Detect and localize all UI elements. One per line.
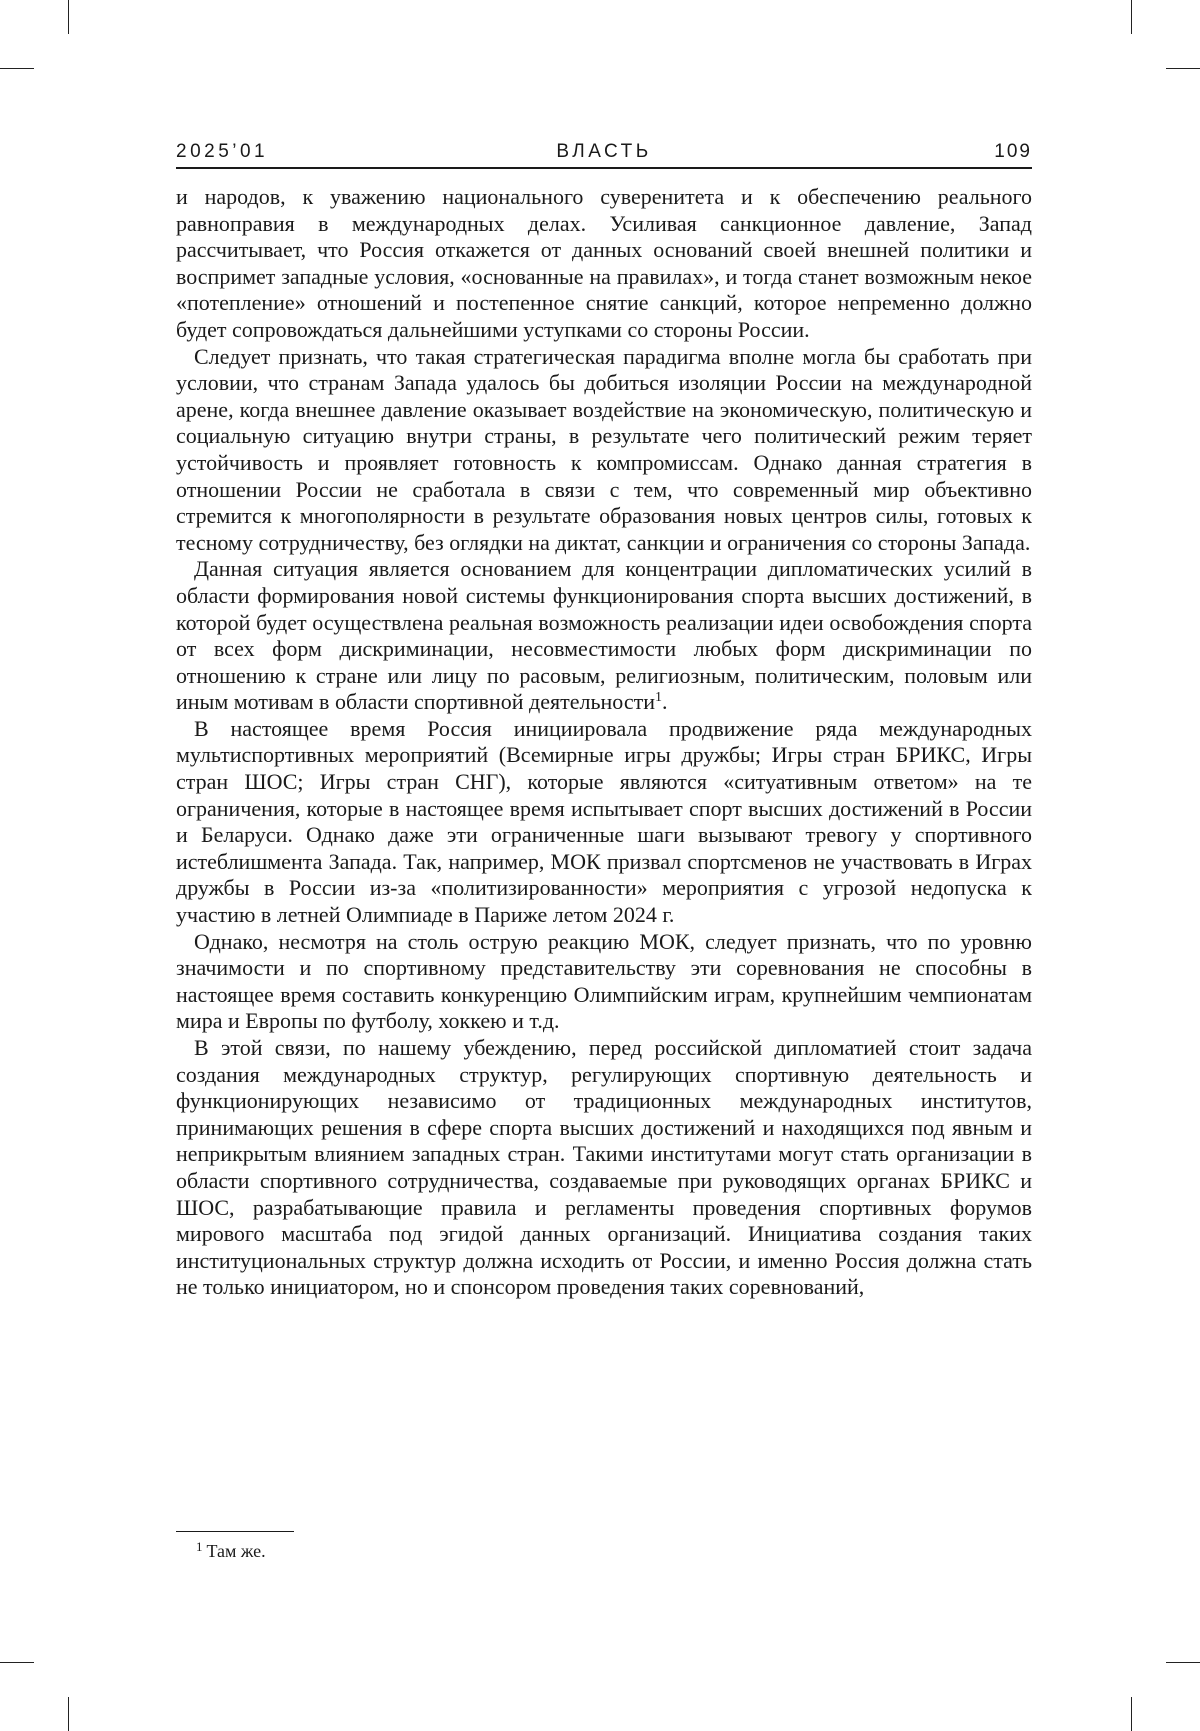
crop-mark-right-bottom <box>1166 1662 1200 1663</box>
page-number: 109 <box>994 141 1032 162</box>
running-head <box>176 141 1032 169</box>
paragraph-5: Однако, несмотря на столь острую реакцию МОК, следует признать, что по уровню значимости и по спортивному представительству эти соревнования не способны в настоящее время составить конкуренцию Олимпийским играм, крупнейшим чемпионатам мира и Европы по футболу, хоккею и т.д. <box>176 928 1032 1034</box>
crop-mark-bottom-left <box>68 1697 69 1731</box>
footnote <box>196 1540 266 1562</box>
paragraph-1: и народов, к уважению национального суверенитета и к обеспечению реального равноправия в международных делах. Усиливая санкционное давление, Запад рассчитывает, что Россия откажется от данных оснований своей внешней политики и воспримет западные условия, «основанные на правилах», и тогда станет возможным некое «потепление» отношений и постепенное снятие санкций, которое непременно должно будет сопровождаться дальнейшими уступками со стороны России. <box>176 184 1032 342</box>
crop-mark-left-bottom <box>0 1662 34 1663</box>
footnote-divider <box>176 1531 294 1532</box>
paragraph-4: В настоящее время Россия инициировала продвижение ряда международных мультиспортивных мероприятий (Всемирные игры дружбы; Игры стран БРИКС, Игры стран ШОС; Игры стран СНГ), которые являются «ситуативным ответом» на те ограничения, которые в настоящее время испытывает спорт высших достижений в России и Беларуси. Однако даже эти ограниченные шаги вызывают тревогу у спортивного истеблишмента Запада. Так, например, МОК призвал спортсменов не участвовать в Играх дружбы в России из-за «политизированности» мероприятия с угрозой недопуска к участию в летней Олимпиаде в Париже летом 2024 г. <box>176 715 1032 928</box>
crop-mark-top-right <box>1131 0 1132 34</box>
paragraph-6: В этой связи, по нашему убеждению, перед российской дипломатией стоит задача создания международных структур, регулирующих спортивную деятельность и функционирующих независимо от традиционных международных институтов, принимающих решения в сфере спорта высших достижений и находящихся под явным и неприкрытым влиянием западных стран. Такими институтами могут стать организации в области спортивного сотрудничества, создаваемые при руководящих органах БРИКС и ШОС, разрабатывающие правила и регламенты проведения спортивных форумов мирового масштаба под эгидой данных организаций. Инициатива создания таких институциональных структур должна исходить от России, и именно Россия должна стать не только инициатором, но и спонсором проведения таких соревнований, <box>176 1035 1032 1300</box>
footnote-number: 1 <box>196 1539 203 1554</box>
footnote-reference: 1 <box>655 690 662 706</box>
paragraph-2: Следует признать, что такая стратегическая парадигма вполне могла бы сработать при условии, что странам Запада удалось бы добиться изоляции России на международной арене, когда внешнее давление оказывает воздействие на экономическую, политическую и социальную ситуацию внутри страны, в результате чего политический режим теряет устойчивость и проявляет готовность к компромиссам. Однако данная стратегия в отношении России не сработала в связи с тем, что современный мир объективно стремится к многополярности в результате образования новых центров силы, готовых к тесному сотрудничеству, без оглядки на диктат, санкции и ограничения со стороны Запада. <box>176 343 1032 555</box>
footnote-text: Там же. <box>206 1541 266 1561</box>
crop-mark-top-left <box>68 0 69 34</box>
crop-mark-bottom-right <box>1131 1697 1132 1731</box>
paragraph-3-text: Данная ситуация является основанием для концентрации дипломатических усилий в области формирования новой системы функционирования спорта высших достижений, в которой будет осуществлена реальная возможность реализации идеи освобождения спорта от всех форм дискриминации, несовместимости любых форм дискриминации по отношению к стране или лицу по расовым, религиозным, политическим, половым или иным мотивам в области спортивной деятельности <box>176 556 1032 715</box>
paragraph-3 <box>176 556 1032 716</box>
journal-title: ВЛАСТЬ <box>556 141 652 162</box>
paragraph-3-end: . <box>662 689 668 715</box>
crop-mark-right-top <box>1166 68 1200 69</box>
issue-number: 2025’01 <box>176 141 269 162</box>
article-body <box>176 184 1032 1301</box>
crop-mark-left-top <box>0 68 34 69</box>
